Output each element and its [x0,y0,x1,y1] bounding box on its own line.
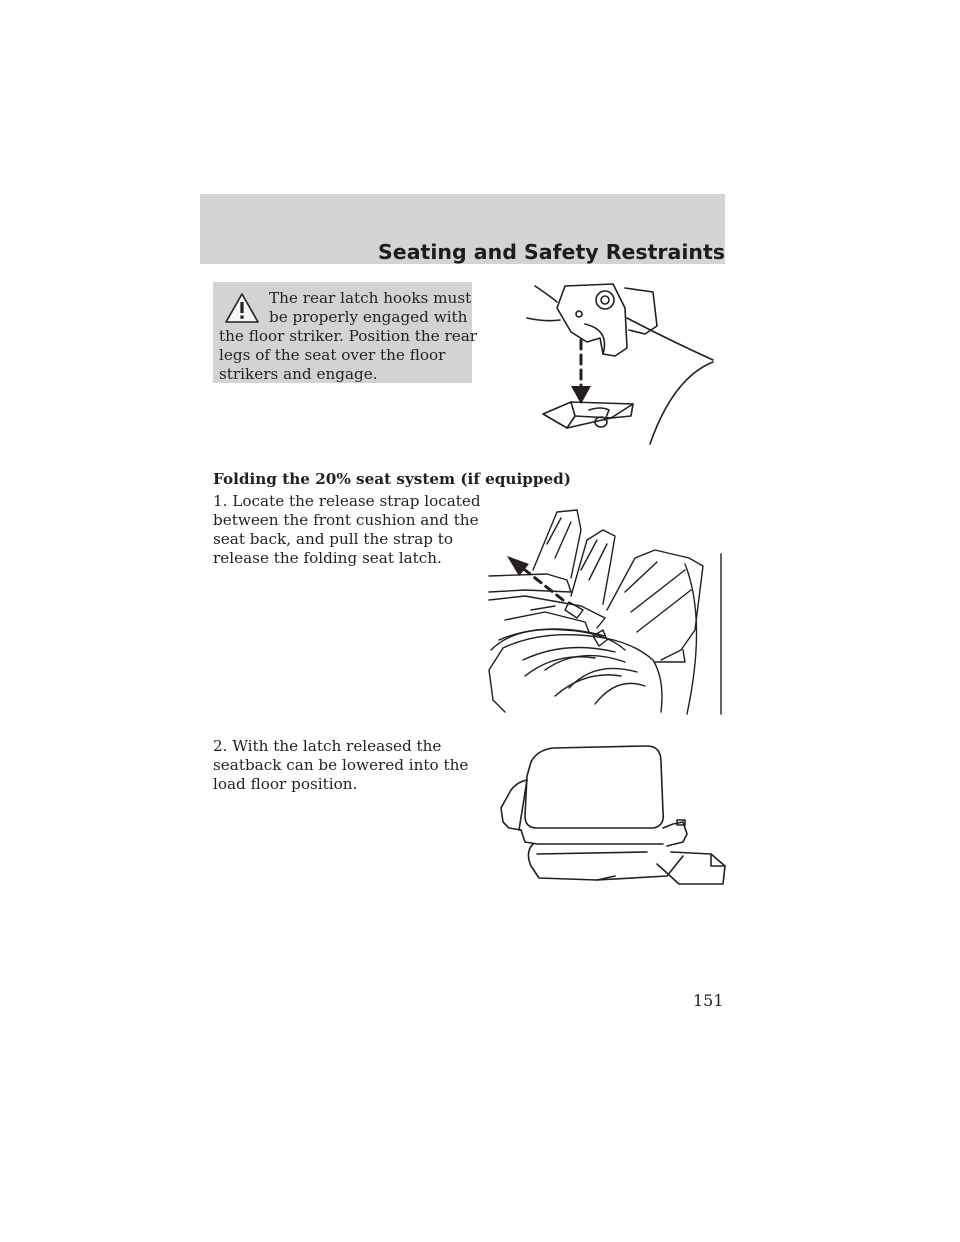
warning-box [213,282,478,383]
warning-line: legs of the seat over the floor [219,346,446,364]
warning-line: the floor striker. Position the rear [219,327,478,345]
warning-triangle-icon [224,292,260,324]
step-1-line: seat back, and pull the strap to [213,530,454,548]
section-title: Seating and Safety Restraints [378,240,725,264]
section-heading: Folding the 20% seat system (if equipped) [213,470,571,488]
warning-line: be properly engaged with [269,308,468,326]
seat-latch-floor-striker-illustration [505,278,715,446]
step-2-line: 2. With the latch released the [213,737,442,755]
folded-seatback-illustration [497,742,727,890]
step-1-line: between the front cushion and the [213,511,479,529]
warning-line: strikers and engage. [219,365,378,383]
page-number: 151 [693,991,724,1010]
step-1-line: release the folding seat latch. [213,549,442,567]
seat-release-strap-illustration [485,500,725,715]
warning-line: The rear latch hooks must [269,289,472,307]
step-1-line: 1. Locate the release strap located [213,492,481,510]
section-header [200,194,725,264]
step-2-line: seatback can be lowered into the [213,756,469,774]
step-2-line: load floor position. [213,775,358,793]
